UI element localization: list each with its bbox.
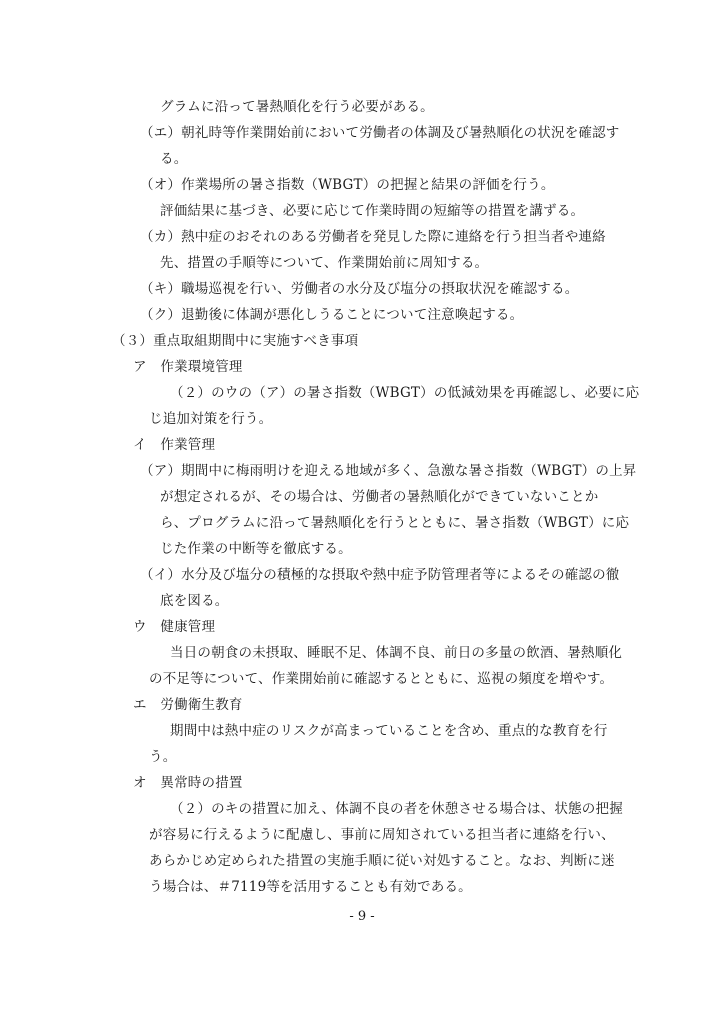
text-line: じ追加対策を行う。 — [149, 411, 273, 427]
text-line: （オ）作業場所の暑さ指数（WBGT）の把握と結果の評価を行う。 — [140, 177, 555, 193]
text-line: 評価結果に基づき、必要に応じて作業時間の短縮等の措置を講ずる。 — [160, 203, 585, 219]
text-line: う場合は、＃7119等を活用することも有効である。 — [149, 879, 472, 895]
text-line: じた作業の中断等を徹底する。 — [160, 541, 352, 557]
text-line: （エ）朝礼時等作業開始前において労働者の体調及び暑熱順化の状況を確認す — [140, 125, 620, 141]
text-line: が容易に行えるように配慮し、事前に周知されている担当者に連絡を行い、 — [149, 827, 615, 843]
text-line: （カ）熱中症のおそれのある労働者を発見した際に連絡を行う担当者や連絡 — [140, 229, 606, 245]
text-line: る。 — [160, 151, 188, 167]
text-line: （２）のキの措置に加え、体調不良の者を休憩させる場合は、状態の把握 — [170, 801, 623, 817]
text-line: （２）のウの（ア）の暑さ指数（WBGT）の低減効果を再確認し、必要に応 — [170, 385, 640, 401]
subsection-heading: エ 労働衛生教育 — [133, 697, 243, 713]
text-line: 期間中は熱中症のリスクが高まっていることを含め、重点的な教育を行 — [170, 723, 608, 739]
text-line: 底を図る。 — [160, 593, 229, 609]
subsection-heading: ウ 健康管理 — [133, 619, 216, 635]
text-line: （イ）水分及び塩分の積極的な摂取や熱中症予防管理者等によるその確認の徹 — [140, 567, 620, 583]
text-line: あらかじめ定められた措置の実施手順に従い対処すること。なお、判断に迷 — [149, 853, 615, 869]
section-heading: （３）重点取組期間中に実施すべき事項 — [112, 333, 359, 349]
text-line: グラムに沿って暑熱順化を行う必要がある。 — [160, 99, 434, 115]
text-line: う。 — [149, 749, 177, 765]
text-line: （ア）期間中に梅雨明けを迎える地域が多く、急激な暑さ指数（WBGT）の上昇 — [140, 463, 637, 479]
subsection-heading: オ 異常時の措置 — [133, 775, 243, 791]
text-line: の不足等について、作業開始前に確認するとともに、巡視の頻度を増やす。 — [149, 671, 614, 687]
subsection-heading: ア 作業環境管理 — [133, 359, 243, 375]
subsection-heading: イ 作業管理 — [133, 437, 216, 453]
text-line: （キ）職場巡視を行い、労働者の水分及び塩分の摂取状況を確認する。 — [140, 281, 579, 297]
page-number: - 9 - — [349, 909, 375, 924]
text-line: ら、プログラムに沿って暑熱順化を行うとともに、暑さ指数（WBGT）に応 — [160, 515, 630, 531]
text-line: 当日の朝食の未摂取、睡眠不足、体調不良、前日の多量の飲酒、暑熱順化 — [170, 645, 623, 661]
text-line: 先、措置の手順等について、作業開始前に周知する。 — [160, 255, 489, 271]
text-line: が想定されるが、その場合は、労働者の暑熱順化ができていないことか — [160, 489, 599, 505]
text-line: （ク）退勤後に体調が悪化しうることについて注意喚起する。 — [140, 307, 524, 323]
